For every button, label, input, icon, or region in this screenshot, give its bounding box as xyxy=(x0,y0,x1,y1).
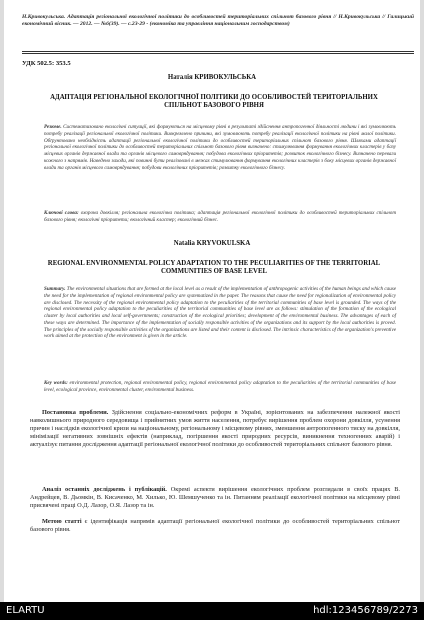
abstract-uk xyxy=(44,124,396,171)
keywords-uk-label: Ключові слова: xyxy=(44,210,79,216)
article-goal-paragraph xyxy=(30,518,400,534)
article-goal-text: є ідентифікація напрямів адаптації регіональної екологічної політики до особливостей територіальних спільнот базового рівня. xyxy=(30,518,400,533)
keywords-uk-text: охорона довкілля; регіональна екологічна політика; адаптація регіональної екологічної політики до особливостей територіальних спільнот базового рівня; екологічні пріоритети; екологічний кластер; екологічний бізнес. xyxy=(44,210,396,223)
repository-name: ELARTU xyxy=(6,605,45,616)
literature-review-paragraph xyxy=(30,486,400,510)
author-uk: Наталія КРИВОКУЛЬСЬКА xyxy=(167,74,257,81)
keywords-uk xyxy=(44,210,396,224)
keywords-en-text: environmental protection, regional environmental policy, regional environmental policy adaptation to the peculiarities of the territorial communities of base level, ecological province, environmental cluster, environmental business. xyxy=(44,380,396,393)
udc-code: УДК 502.5: 353.5 xyxy=(22,60,71,67)
abstract-en xyxy=(44,286,396,340)
keywords-en-label: Key words: xyxy=(44,380,68,386)
abstract-uk-text: Систематизовано екологічні ситуації, які формуються на місцевому рівні в результаті здійснення антропогенної діяльності людини і які зумовлюють потребу реалізації регіональної екологічної політики. Виокремлено причини, які зумовлюють потребу реалізації екологічної політики на рівні малої політики. Обґрунтовано необхідність адаптації регіональної екологічної політики до особливостей територіальних спільнот базового рівня. Шляхами адаптації регіональної екологічної політики до особливостей територіальних спільнот базового рівня визначено: стимулювання формування екологічних кластерів у базу місцевих органів державної влади та органів місцевого самоврядування; побудова екологічних пріоритетів; розвиток екологічного бізнесу. Визначено переваги кожного з напрямів. Наведено заходи, які повинні бути реалізовані в межах стимулювання формування екологічних кластерів з боку місцевих органів державної влади та органів місцевого самоврядування; побудови екологічних пріоритетів; розвитку екологічного бізнесу. xyxy=(44,124,396,171)
problem-statement-paragraph xyxy=(30,409,400,449)
abstract-en-label: Summary. xyxy=(44,286,66,292)
problem-statement-text: Здійснення соціально-економічних реформ в Україні, зорієнтованих на забезпечення належної якості навколишнього природного середовища і прийнятних умов життя населення, потребує вирішення проблем охорони довкілля, усунення причин і наслідків екологічної кризи на національному, регіональному і місцевому рівнях, зменшення антропогенного тиску на довкілля, мінімізації негативних зовнішніх ефектів (наприклад, погіршення якості природних ресурсів, виникнення техногенних аварій) і актуалізує питання дослідження адаптації регіональної екологічної політики до особливостей територіальних спільнот базового рівня. xyxy=(30,409,400,448)
keywords-en xyxy=(44,380,396,394)
article-goal-label: Метою статті xyxy=(42,518,82,525)
repository-footer xyxy=(0,602,424,620)
literature-review-label: Аналіз останніх досліджень і публікацій. xyxy=(42,486,167,493)
abstract-uk-label: Резюме. xyxy=(44,124,62,130)
literature-review-text: Окремі аспекти вирішення екологічних проблем розглядали в своїх працях В. Андрейцев, В. Дьомкін, В. Кисаченко, М. Хилько, Ю. Шемшученко та ін. Питанням реалізації екологічної політики на місцевому рівні присвячені праці О.Д. Лазор, О.Я. Лазор та ін. xyxy=(30,486,400,509)
handle-id: hdl:123456789/2273 xyxy=(313,605,418,616)
author-en: Natalia KRYVOKULSKA xyxy=(173,240,251,247)
header-rule-secondary xyxy=(22,53,414,54)
title-en: REGIONAL ENVIRONMENTAL POLICY ADAPTATION TO THE PECULIARITIES OF THE TERRITORIAL COMMUNITIES OF BASE LEVEL xyxy=(47,260,381,276)
document-page xyxy=(4,0,420,602)
title-uk: АДАПТАЦІЯ РЕГІОНАЛЬНОЇ ЕКОЛОГІЧНОЇ ПОЛІТИКИ ДО ОСОБЛИВОСТЕЙ ТЕРИТОРІАЛЬНИХ СПІЛЬНОТ БАЗОВОГО РІВНЯ xyxy=(50,94,378,110)
header-rule xyxy=(22,51,414,52)
abstract-en-text: The environmental situations that are formed at the local level as a result of the implementation of anthropogenic activities of the human beings and which cause the need for the implementation of regional environmental policy are systematized in the paper. The reasons that cause the need for regionalization of environmental policy are disclosed. The necessity of the regional environmental policy adaptation to the peculiarities of the territorial communities of base level is grounded. The ways of the regional environmental policy adaptation to the peculiarities of the territorial communities of base level are as follows: stimulation of the formation of the ecological cluster by local authorities and local self-governments; construction of the ecological priorities; development of the environmental business. The advantages of each of these ways are determined. The importance of the implementation of socially responsible activities of the organizations and its support by the local authorities is proved. The principles of the socially responsible activities of the organizations are listed and their content is disclosed. The intrinsic characteristics of the organization's preventive work aimed at the protection of the environment is given in the article. xyxy=(44,286,396,340)
problem-statement-label: Постановка проблеми. xyxy=(42,409,109,416)
citation-header: Н.Кривокульська. Адаптація регіональної екологічної політики до особливостей територіальних спільнот базового рівня // Н.Кривокульська // Галицький економічний вісник. — 2012. — №6(39). — с.23-29 - (економіка та управління національним господарством) xyxy=(22,14,414,28)
